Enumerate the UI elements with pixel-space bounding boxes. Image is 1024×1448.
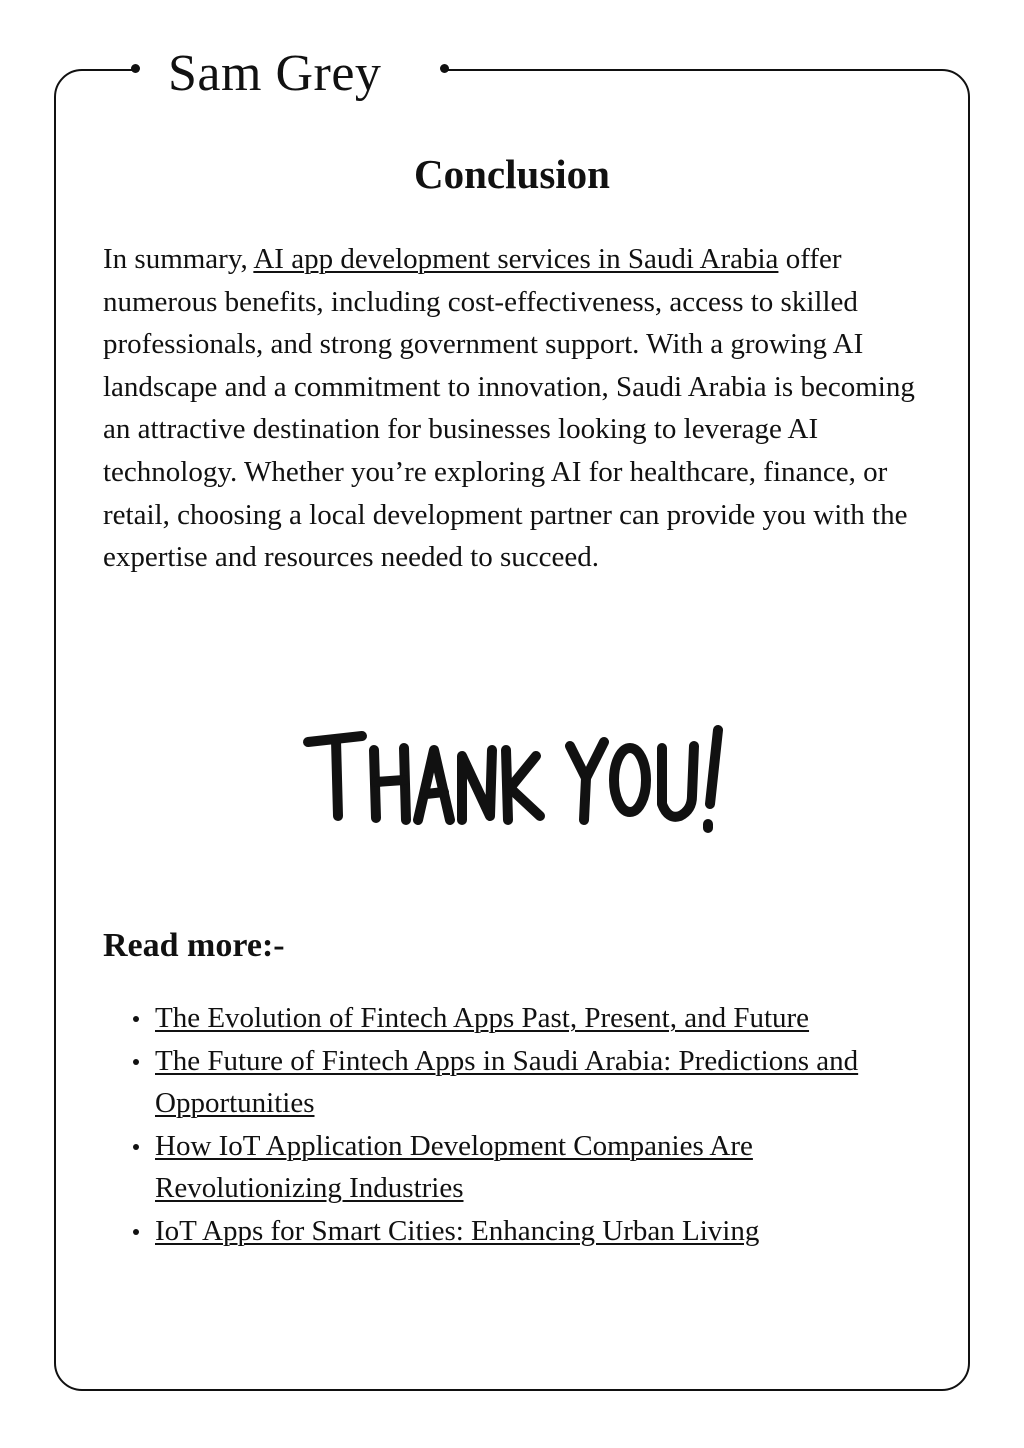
paragraph-body: offer numerous benefits, including cost-effectiveness, access to skilled professionals, and strong government support. With a growing AI landscape and a commitment to innovation, Saudi Arabia is becoming an attractive destination for businesses looking to leverage AI technology. Whether you’re exploring AI for healthcare, finance, or retail, choosing a local development partner can provide you with the expertise and resources needed to succeed. (103, 243, 915, 574)
frame-dot-right (440, 64, 449, 73)
read-more-link-2[interactable]: The Future of Fintech Apps in Saudi Arabia: Predictions and Opportunities (155, 1044, 859, 1120)
read-more-link-1[interactable]: The Evolution of Fintech Apps Past, Present, and Future (155, 1002, 810, 1034)
read-more-link-4[interactable]: IoT Apps for Smart Cities: Enhancing Urban Living (155, 1214, 760, 1247)
read-more-list (155, 997, 945, 1253)
list-item (155, 1210, 945, 1253)
list-item (155, 997, 945, 1040)
ai-services-link[interactable]: AI app development services in Saudi Arabia (253, 243, 779, 275)
list-item (155, 1040, 945, 1125)
paragraph-prefix: In summary, (103, 243, 254, 275)
read-more-link-3[interactable]: How IoT Application Development Companies Are Revolutionizing Industries (155, 1129, 753, 1205)
list-item (155, 1125, 945, 1210)
thank-you-lettering (300, 720, 730, 840)
frame-dot-left (131, 64, 140, 73)
read-more-heading: Read more:- (103, 927, 285, 964)
conclusion-paragraph (103, 238, 933, 579)
page-title: Conclusion (414, 151, 610, 197)
author-name: Sam Grey (168, 45, 382, 102)
